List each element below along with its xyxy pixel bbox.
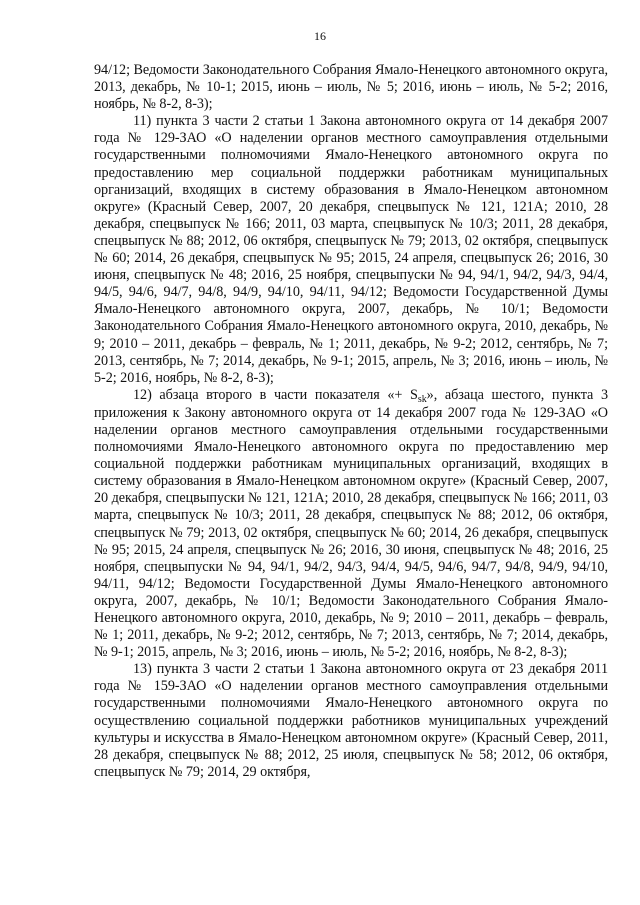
paragraph-item-11: 11) пункта 3 части 2 статьи 1 Закона автономного округа от 14 декабря 2007 года № 129-ЗАО «О наделении органов местного самоуправления отдельными государственными полномочиями Ямало-Ненецкого автономного округа по предоставлению мер социальной поддержки работникам муниципальных организаций, входящих в систему образования в Ямало-Ненецком автономном округе» (Красный Север, 2007, 20 декабря, спецвыпуск № 121, 121А; 2010, 28 декабря, спецвыпуск № 166; 2011, 03 марта, спецвыпуск № 10/3; 2011, 28 декабря, спецвыпуск № 88; 2012, 06 октября, спецвыпуск № 79; 2013, 02 октября, спецвыпуск № 60; 2014, 26 декабря, спецвыпуск № 95; 2015, 24 апреля, спецвыпуск 26; 2016, 30 июня, спецвыпуск № 48; 2016, 25 ноября, спецвыпуски № 94, 94/1, 94/2, 94/3, 94/4, 94/5, 94/6, 94/7, 94/8, 94/9, 94/10, 94/11, 94/12; Ведомости Государственной Думы Ямало-Ненецкого автономного округа, 2007, декабрь, № 10/1; Ведомости Законодательного Собрания Ямало-Ненецкого автономного округа, 2010, декабрь, № 9; 2010 – 2011, декабрь – февраль, № 1; 2011, декабрь, № 9-2; 2012, сентябрь, № 7; 2013, сентябрь, № 7; 2014, декабрь, № 9-1; 2015, апрель, № 3; 2016, июнь – июль, № 5-2; 2016, ноябрь, № 8-2, 8-3); [94,113,608,386]
paragraph-item-12 [94,387,608,662]
item-12-subscript: sk [417,393,427,405]
page-number: 16 [314,29,326,43]
document-body [94,62,608,781]
paragraph-continuation: 94/12; Ведомости Законодательного Собрания Ямало-Ненецкого автономного округа, 2013, декабрь, № 10-1; 2015, июнь – июль, № 5; 2016, июнь – июль, № 5-2; 2016, ноябрь, № 8-2, 8-3); [94,62,608,113]
item-12-text-start: 12) абзаца второго в части показателя «+ S [133,386,418,403]
item-12-text-end: », абзаца шестого, пункта 3 приложения к Закону автономного округа от 14 декабря 2007 года № 129-ЗАО «О наделении органов местного самоуправления отдельными государственными полномочиями Ямало-Ненецкого автономного округа по предоставлению мер социальной поддержки работникам муниципальных организаций, входящих в систему образования в Ямало-Ненецком автономном округе» (Красный Север, 2007, 20 декабря, спецвыпуски № 121, 121А; 2010, 28 декабря, спецвыпуск № 166; 2011, 03 марта, спецвыпуск № 10/3; 2011, 28 декабря, спецвыпуск № 88; 2012, 06 октября, спецвыпуск № 79; 2013, 02 октября, спецвыпуск № 60; 2014, 26 декабря, спецвыпуск № 95; 2015, 24 апреля, спецвыпуск № 26; 2016, 30 июня, спецвыпуск № 48; 2016, 25 ноября, спецвыпуски № 94, 94/1, 94/2, 94/3, 94/4, 94/5, 94/6, 94/7, 94/8, 94/9, 94/10, 94/11, 94/12; Ведомости Государственной Думы Ямало-Ненецкого автономного округа, 2007, декабрь, № 10/1; Ведомости Законодательного Собрания Ямало-Ненецкого автономного округа, 2010, декабрь, № 9; 2010 – 2011, декабрь – февраль, № 1; 2011, декабрь, № 9-2; 2012, сентябрь, № 7; 2013, сентябрь, № 7; 2014, декабрь, № 9-1; 2015, апрель, № 3; 2016, июнь – июль, № 5-2; 2016, ноябрь, № 8-2, 8-3); [94,386,608,661]
paragraph-item-13: 13) пункта 3 части 2 статьи 1 Закона автономного округа от 23 декабря 2011 года № 159-ЗАО «О наделении органов местного самоуправления отдельными государственными полномочиями Ямало-Ненецкого автономного округа по осуществлению социальной поддержки работников муниципальных учреждений культуры и искусства в Ямало-Ненецком автономном округе» (Красный Север, 2011, 28 декабря, спецвыпуск № 88; 2012, 25 июля, спецвыпуск № 58; 2012, 06 октября, спецвыпуск № 79; 2014, 29 октября, [94,661,608,780]
